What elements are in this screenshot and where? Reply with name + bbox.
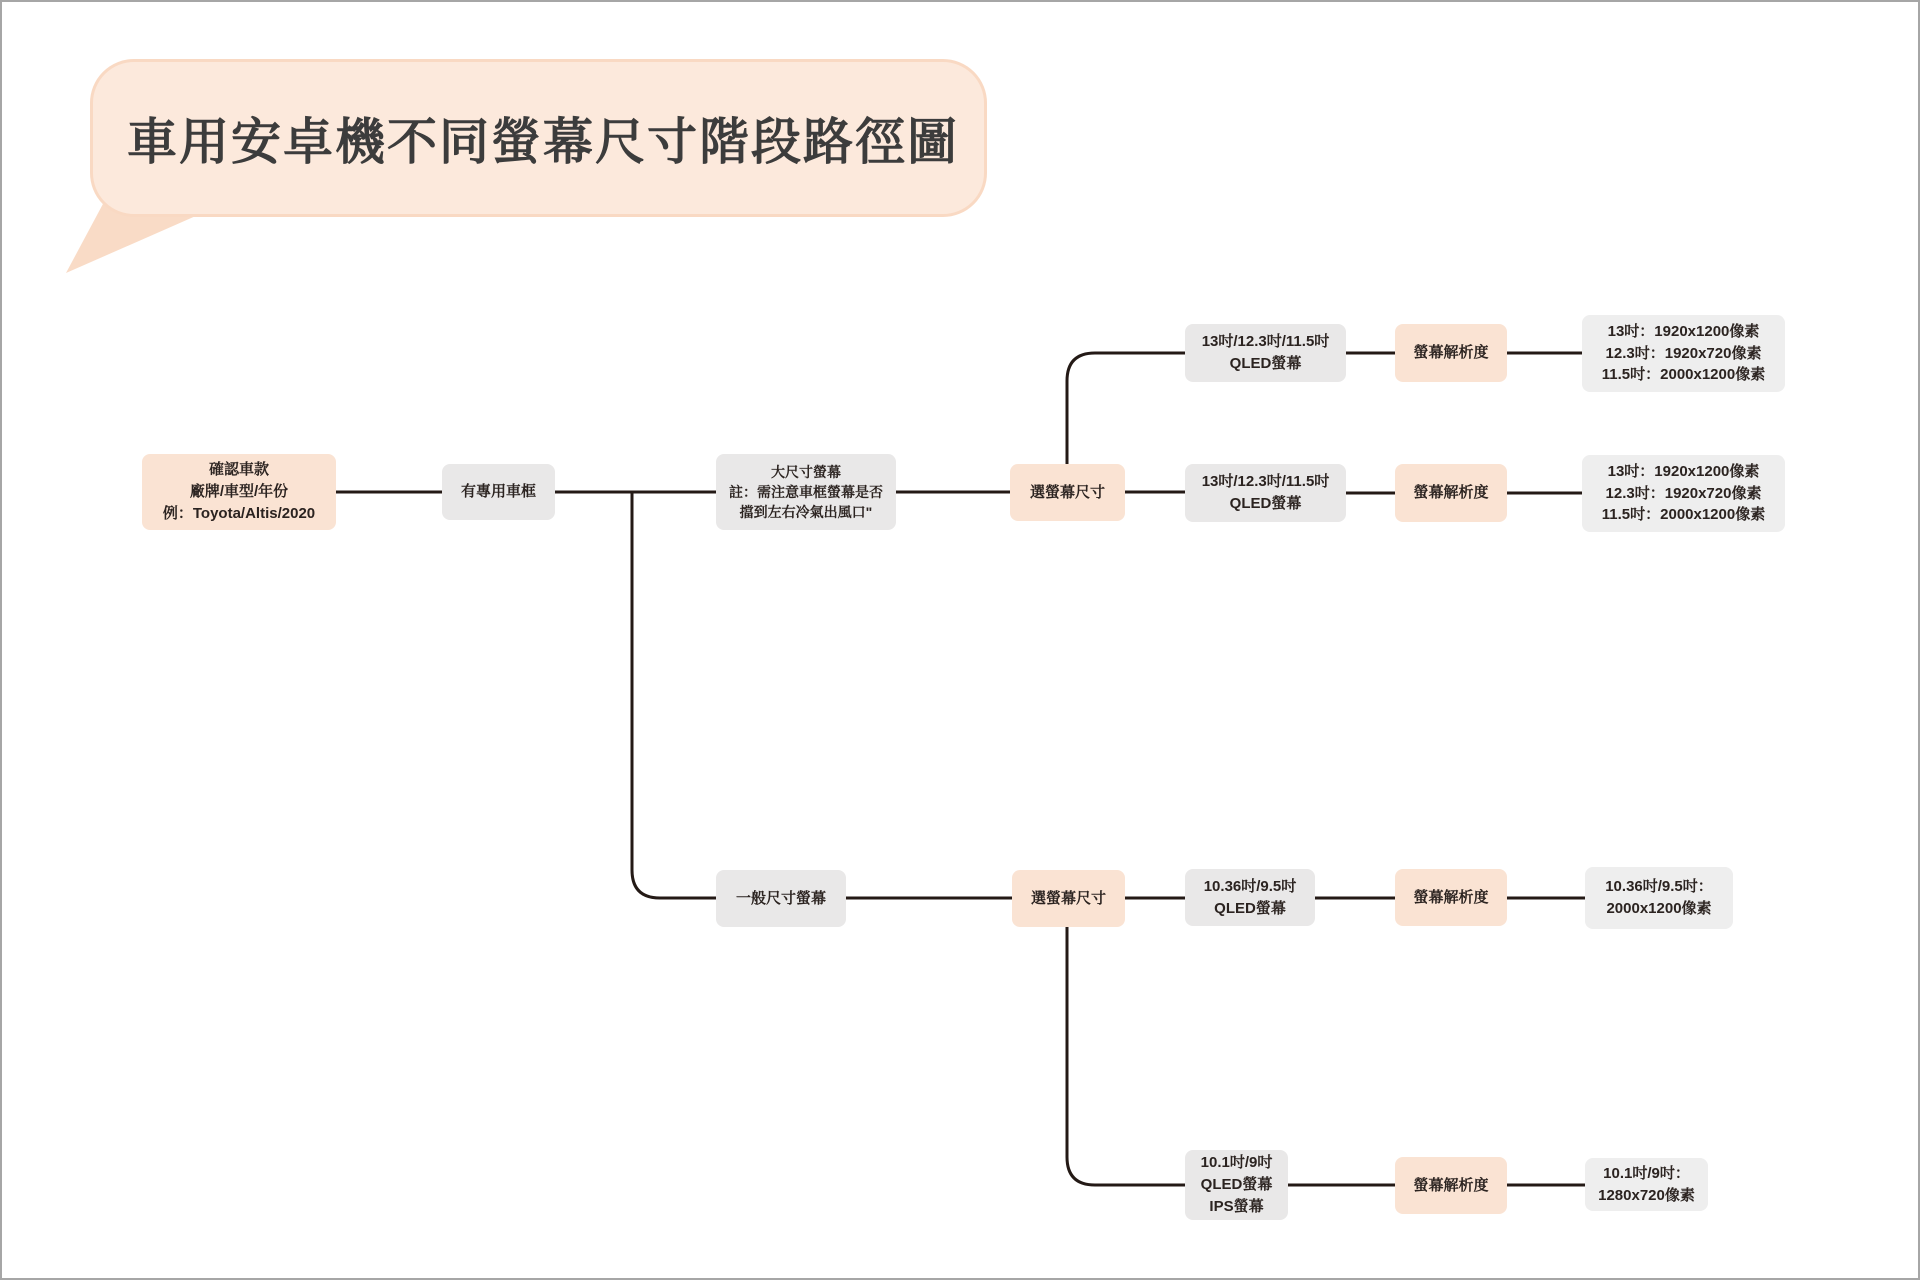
node-line: 螢幕解析度 [1413,344,1489,362]
node-line: QLED螢幕 [1200,1176,1273,1194]
node-line: 2000x1200像素 [1606,900,1712,917]
node-confirm-car [142,454,336,530]
node-qled-13-mid [1185,464,1346,522]
node-line: 13吋：1920x1200像素 [1607,322,1760,340]
node-resolution-101 [1395,1157,1507,1214]
node-resolution-1036 [1395,869,1507,926]
edge-choose-to-qled101 [1067,927,1185,1185]
node-line: 13吋：1920x1200像素 [1607,462,1760,480]
node-line: 註：需注意車框螢幕是否 [729,483,883,500]
title-bubble [90,59,987,217]
node-line: 廠牌/車型/年份 [189,483,289,501]
node-line: QLED螢幕 [1229,495,1302,512]
node-line: 選螢幕尺寸 [1029,483,1105,501]
node-line: 擋到左右冷氣出風口" [739,504,873,521]
node-qled-101 [1185,1150,1288,1220]
node-line: 10.1吋/9吋 [1200,1154,1273,1172]
node-line: QLED螢幕 [1229,355,1302,372]
node-line: 螢幕解析度 [1413,1176,1489,1194]
node-line: 確認車款 [208,461,269,479]
node-res-output-101 [1585,1158,1708,1211]
node-line: 13吋/12.3吋/11.5吋 [1201,473,1330,491]
node-line: QLED螢幕 [1214,899,1286,917]
node-res-output-top [1582,315,1785,392]
node-qled-13-top [1185,324,1346,382]
node-choose-size-normal [1012,870,1125,927]
node-line: 12.3吋：1920x720像素 [1605,484,1762,502]
node-res-output-mid [1582,455,1785,532]
page-title: 車用安卓機不同螢幕尺寸階段路徑圖 [127,114,959,170]
node-line: 11.5吋：2000x1200像素 [1601,366,1766,384]
node-line: IPS螢幕 [1209,1197,1264,1215]
edge-frame-to-normal [632,492,716,898]
node-large-screen [716,454,896,530]
node-choose-size-large [1010,464,1125,521]
node-line: 12.3吋：1920x720像素 [1605,344,1762,362]
node-line: 有專用車框 [460,483,536,501]
node-line: 1280x720像素 [1598,1186,1695,1204]
node-line: 10.36吋/9.5吋： [1605,878,1713,896]
node-res-output-1036 [1585,867,1733,929]
node-line: 13吋/12.3吋/11.5吋 [1201,333,1330,351]
node-line: 螢幕解析度 [1413,888,1489,906]
node-line: 一般尺寸螢幕 [735,889,826,907]
node-line: 螢幕解析度 [1413,484,1489,502]
node-line: 大尺寸螢幕 [771,463,841,480]
node-line: 10.36吋/9.5吋 [1203,877,1297,895]
node-qled-1036 [1185,869,1315,926]
node-resolution-mid [1395,464,1507,522]
node-resolution-top [1395,324,1507,382]
node-line: 10.1吋/9吋： [1603,1164,1690,1182]
node-line: 選螢幕尺寸 [1030,889,1106,907]
node-line: 11.5吋：2000x1200像素 [1601,506,1766,524]
node-dedicated-frame [442,464,555,520]
node-line: 例：Toyota/Altis/2020 [162,504,316,522]
node-normal-screen [716,870,846,927]
edge-choose-to-qled13-top [1067,353,1185,464]
